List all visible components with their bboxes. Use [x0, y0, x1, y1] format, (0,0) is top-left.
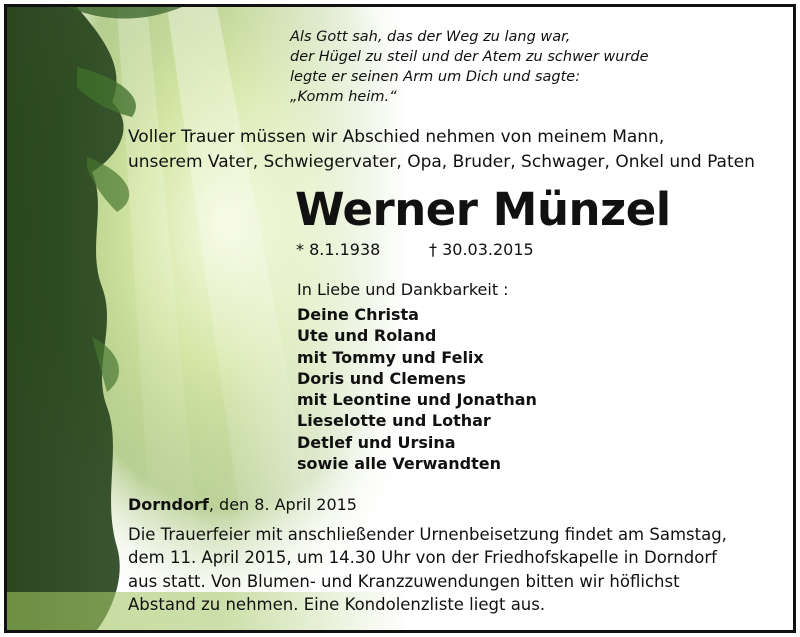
funeral-info-line: aus statt. Von Blumen- und Kranzzuwendungen bitten wir höflichst: [128, 571, 680, 591]
family-member: sowie alle Verwandten: [297, 454, 501, 474]
deceased-name: Werner Münzel: [295, 183, 671, 236]
life-dates: [296, 239, 534, 261]
funeral-info-line: Die Trauerfeier mit anschließender Urnenbeisetzung findet am Samstag,: [128, 525, 727, 544]
poem-line: „Komm heim.“: [290, 89, 397, 105]
family-list: [297, 304, 537, 474]
obituary-notice: [4, 4, 796, 633]
funeral-info-line: dem 11. April 2015, um 14.30 Uhr von der Friedhofskapelle in Dorndorf: [128, 548, 717, 568]
place-name: Dorndorf: [128, 495, 209, 514]
notice-content: [7, 7, 793, 630]
poem-line: legte er seinen Arm um Dich und sagte:: [290, 69, 581, 85]
family-member: Deine Christa: [297, 305, 419, 324]
funeral-info: [128, 523, 727, 616]
funeral-info-line: Abstand zu nehmen. Eine Kondolenzliste liegt aus.: [128, 594, 546, 614]
poem-line: Als Gott sah, das der Weg zu lang war,: [290, 29, 571, 45]
birth-date: * 8.1.1938: [296, 240, 381, 259]
death-date: † 30.03.2015: [429, 240, 534, 259]
poem-line: der Hügel zu steil und der Atem zu schwer wurde: [290, 49, 649, 65]
family-member: Ute und Roland: [297, 326, 437, 346]
notice-date: , den 8. April 2015: [208, 495, 357, 514]
poem-verse: [290, 27, 649, 107]
family-member: Lieselotte und Lothar: [297, 411, 491, 431]
intro-text: [128, 125, 755, 175]
intro-line: Voller Trauer müssen wir Abschied nehmen von meinem Mann,: [128, 127, 665, 147]
family-member: mit Tommy und Felix: [297, 347, 484, 367]
intro-line: unserem Vater, Schwiegervater, Opa, Bruder, Schwager, Onkel und Paten: [128, 152, 755, 172]
family-member: Doris und Clemens: [297, 368, 467, 388]
place-date-line: [128, 494, 357, 516]
family-member: Detlef und Ursina: [297, 432, 456, 452]
family-member: mit Leontine und Jonathan: [297, 390, 537, 410]
thanks-line: In Liebe und Dankbarkeit :: [297, 280, 509, 299]
